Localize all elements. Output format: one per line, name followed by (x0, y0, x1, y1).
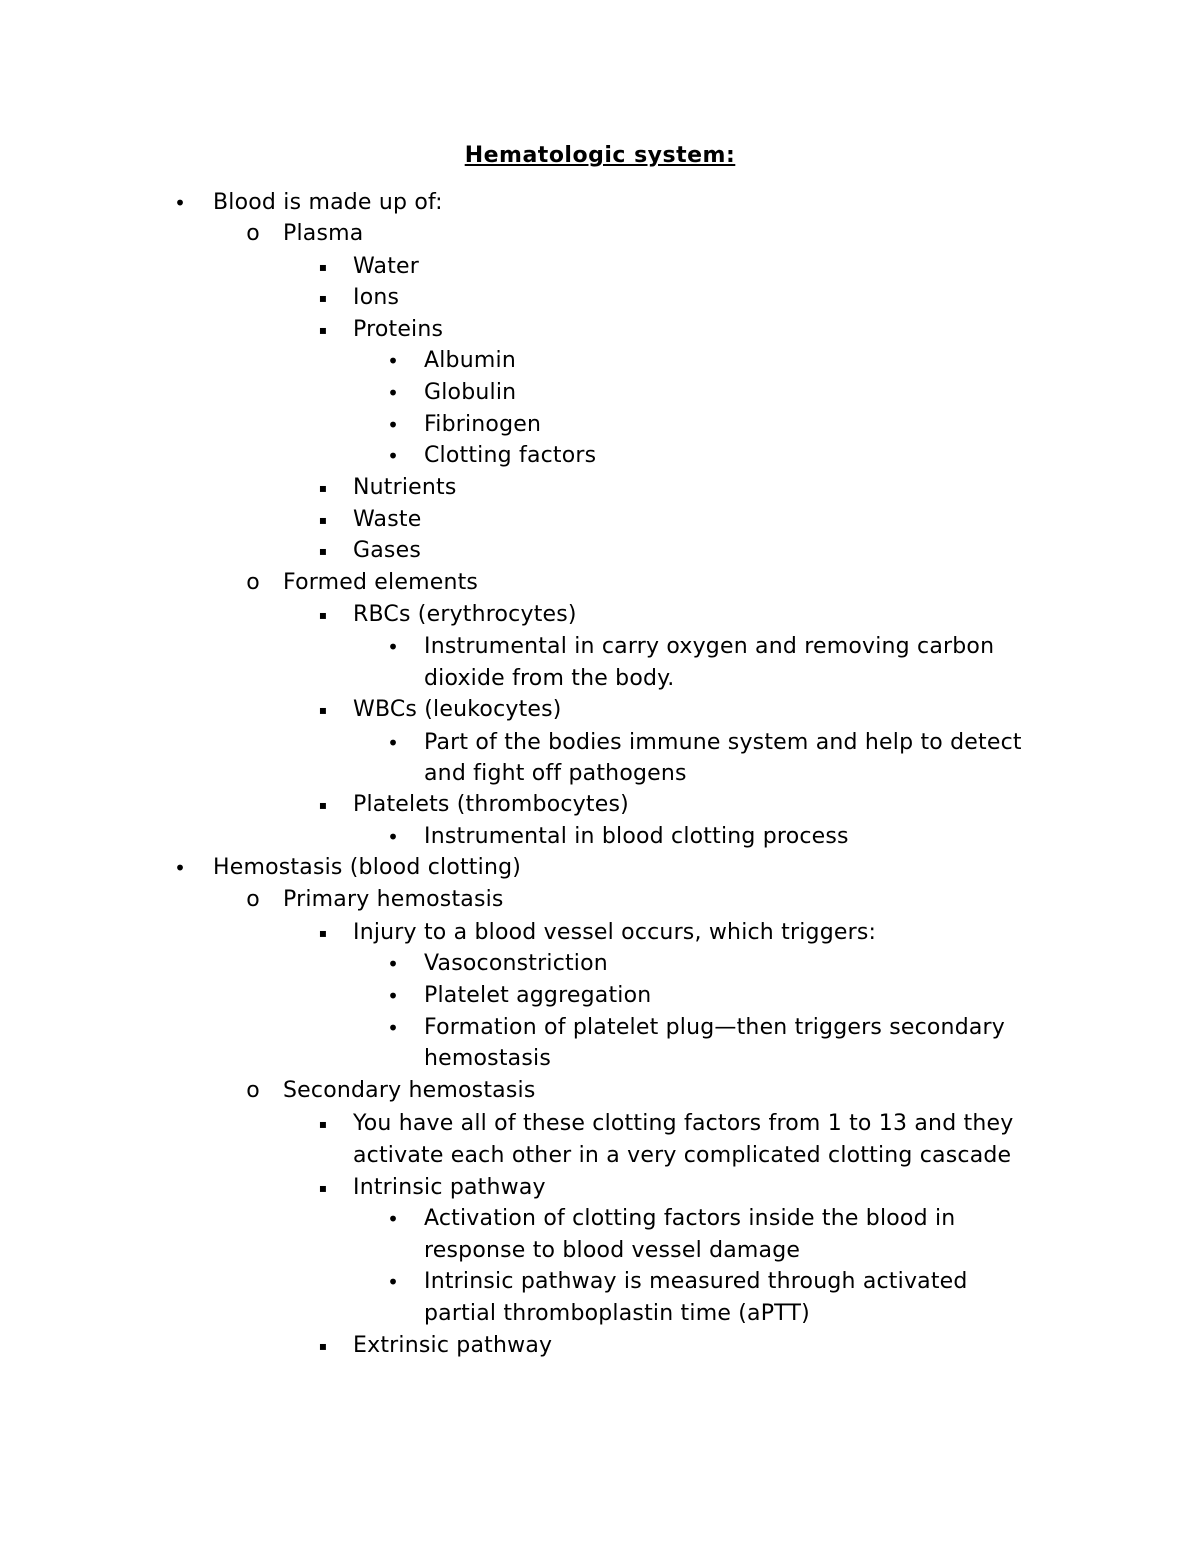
list-item-text: RBCs (erythrocytes) (353, 602, 577, 627)
bullet-square-icon: ▪ (318, 544, 328, 558)
list-item-text: Intrinsic pathway is measured through activated (424, 1269, 968, 1294)
bullet-square-icon: ▪ (318, 608, 328, 622)
list-item-text: Ions (353, 285, 400, 310)
list-item-text: Hemostasis (blood clotting) (213, 855, 522, 880)
list-item-text: Instrumental in blood clotting process (424, 824, 849, 849)
list-item-text: Waste (353, 507, 422, 532)
bullet-disc-icon: • (387, 984, 399, 1008)
list-item-text: Albumin (424, 348, 516, 373)
list-item-text: Injury to a blood vessel occurs, which triggers: (353, 920, 877, 945)
list-item-text: Nutrients (353, 475, 457, 500)
list-item-text: partial thromboplastin time (aPTT) (424, 1301, 810, 1326)
list-item-text: Water (353, 254, 420, 279)
list-item-text: Primary hemostasis (283, 887, 504, 912)
bullet-square-icon: ▪ (318, 291, 328, 305)
bullet-square-icon: ▪ (318, 513, 328, 527)
list-item-text: Fibrinogen (424, 412, 542, 437)
list-item-text: dioxide from the body. (424, 666, 675, 691)
bullet-square-icon: ▪ (318, 1181, 328, 1195)
bullet-disc-icon: • (387, 444, 399, 468)
bullet-square-icon: ▪ (318, 703, 328, 717)
list-item-text: Instrumental in carry oxygen and removing carbon (424, 634, 995, 659)
bullet-disc-icon: • (387, 1270, 399, 1294)
bullet-circle-icon: o (246, 1078, 260, 1103)
list-item-text: activate each other in a very complicated clotting cascade (353, 1143, 1012, 1168)
bullet-disc-icon: • (387, 413, 399, 437)
page-title: Hematologic system: (464, 143, 736, 168)
bullet-disc-icon: • (387, 349, 399, 373)
bullet-disc-icon: • (387, 952, 399, 976)
list-item-text: Formation of platelet plug—then triggers secondary (424, 1015, 1006, 1040)
bullet-square-icon: ▪ (318, 798, 328, 812)
list-item-text: Proteins (353, 317, 444, 342)
list-item-text: Part of the bodies immune system and help to detect (424, 730, 1022, 755)
list-item-text: Secondary hemostasis (283, 1078, 536, 1103)
list-item-text: Clotting factors (424, 443, 597, 468)
bullet-square-icon: ▪ (318, 323, 328, 337)
list-item-text: Platelets (thrombocytes) (353, 792, 629, 817)
bullet-disc-icon: • (174, 191, 186, 215)
bullet-disc-icon: • (387, 635, 399, 659)
bullet-disc-icon: • (174, 856, 186, 880)
bullet-square-icon: ▪ (318, 1117, 328, 1131)
list-item-text: Formed elements (283, 570, 479, 595)
list-item-text: WBCs (leukocytes) (353, 697, 562, 722)
bullet-square-icon: ▪ (318, 481, 328, 495)
bullet-disc-icon: • (387, 825, 399, 849)
list-item-text: Platelet aggregation (424, 983, 652, 1008)
bullet-square-icon: ▪ (318, 1339, 328, 1353)
list-item-text: Activation of clotting factors inside the blood in (424, 1206, 956, 1231)
list-item-text: Globulin (424, 380, 517, 405)
list-item-text: Intrinsic pathway (353, 1175, 546, 1200)
bullet-disc-icon: • (387, 1016, 399, 1040)
bullet-disc-icon: • (387, 731, 399, 755)
list-item-text: Plasma (283, 221, 364, 246)
bullet-disc-icon: • (387, 381, 399, 405)
bullet-circle-icon: o (246, 221, 260, 246)
list-item-text: Blood is made up of: (213, 190, 443, 215)
bullet-square-icon: ▪ (318, 926, 328, 940)
bullet-square-icon: ▪ (318, 260, 328, 274)
list-item-text: hemostasis (424, 1046, 551, 1071)
list-item-text: Gases (353, 538, 421, 563)
bullet-disc-icon: • (387, 1207, 399, 1231)
list-item-text: Vasoconstriction (424, 951, 608, 976)
list-item-text: Extrinsic pathway (353, 1333, 553, 1358)
list-item-text: You have all of these clotting factors from 1 to 13 and they (353, 1111, 1014, 1136)
list-item-text: and fight off pathogens (424, 761, 687, 786)
bullet-circle-icon: o (246, 570, 260, 595)
list-item-text: response to blood vessel damage (424, 1238, 801, 1263)
bullet-circle-icon: o (246, 887, 260, 912)
